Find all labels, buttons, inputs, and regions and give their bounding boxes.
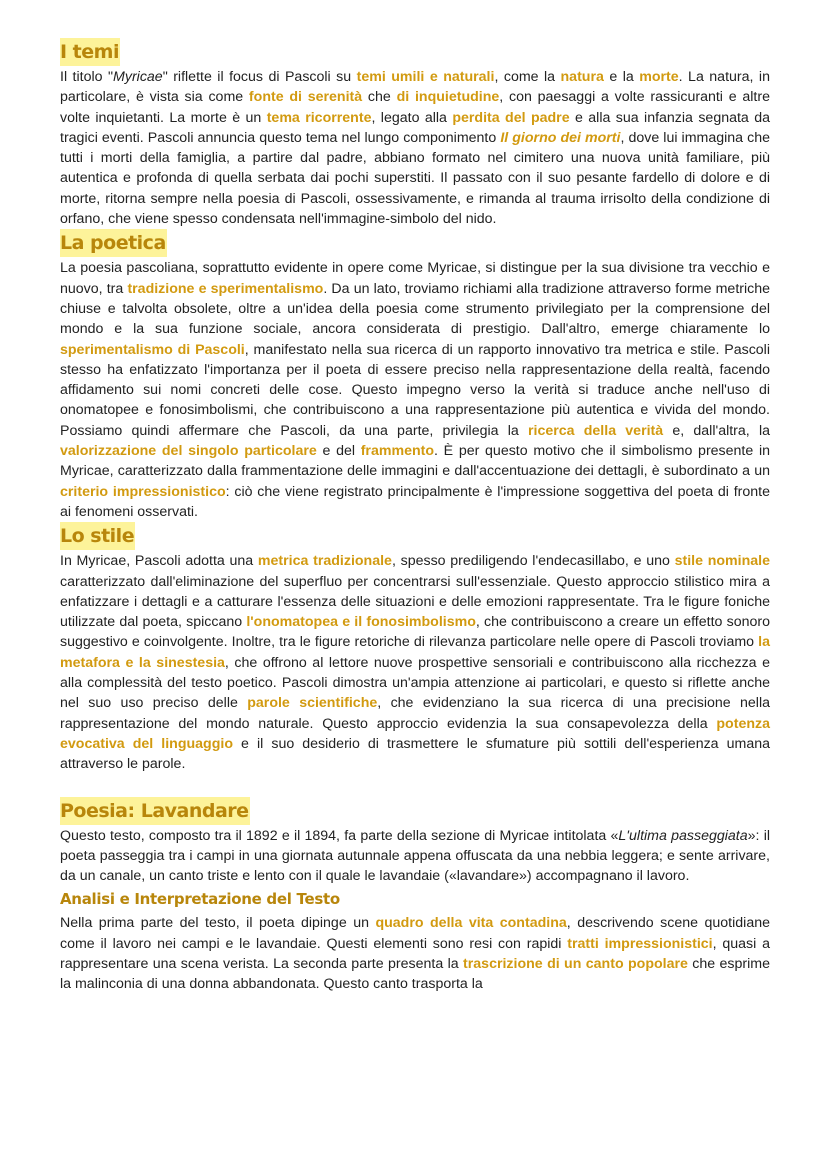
text-run: In Myricae, Pascoli adotta una (60, 553, 258, 570)
text-run: e, dall'altra, la (663, 422, 770, 439)
highlighted-term: trascrizione di un canto popolare (463, 955, 688, 972)
highlighted-term: fonte di serenità (248, 89, 363, 106)
section-heading-temi: I temi (60, 38, 120, 66)
highlighted-term: tratti impressionistici (567, 935, 713, 952)
text-run: , che contribuiscono a creare un effetto sonoro suggestivo e coinvolgente. Inoltre, tra le figure retoriche di rilevanza particolare nelle opere di Pascoli troviamo (60, 614, 770, 651)
text-run: , manifestato nella sua ricerca di un rapporto innovativo tra metrica e stile. Pascoli stesso ha enfatizzato l'importanza per il poeta di essere preciso nella rappresentazione della realtà, facendo affidamento sui nomi concreti delle cose. Questo impegno verso la verità si traduce anche nell'uso di onomatopee e fonosimbolismi, che contribuiscono a una rappresentazione più autentica e vivida del mondo. Possiamo quindi affermare che Pascoli, da una parte, privilegia la (60, 341, 770, 439)
text-run: Questo testo, composto tra il 1892 e il 1894, fa parte della sezione di Myricae intitolata « (60, 827, 619, 844)
text-run: che esprime la malinconia di una donna abbandonata. Questo canto trasporta la (60, 955, 771, 993)
text-run: , legato alla (371, 109, 453, 126)
highlighted-term: metrica tradizionale (257, 553, 392, 570)
text-run: che (362, 89, 397, 106)
text-run: . Da un lato, troviamo richiami alla tradizione attraverso forme metriche chiuse e talvolta obsolete, oltre a un'idea della poesia come strumento privilegiato per la comprensione del mondo e la sua funzione sociale, ancora considerata di prestigio. Dall'altro, emerge chiaramente lo (60, 280, 771, 338)
highlighted-term: l'onomatopea e il fonosimbolismo (246, 614, 476, 631)
highlighted-term: ricerca della verità (528, 422, 664, 439)
text-run: , quasi a rappresentare una scena verista. La seconda parte presenta la (60, 935, 771, 972)
section-heading-stile: Lo stile (60, 522, 135, 550)
highlighted-term: quadro della vita contadina (375, 915, 567, 932)
highlighted-term: tradizione e sperimentalismo (127, 280, 324, 297)
text-run: L'ultima passeggiata (618, 827, 748, 844)
text-run: , che offrono al lettore nuove prospettive sensoriali e contribuiscono alla ricchezza e alla complessità del testo poetico. Pascoli dimostra un'ampia attenzione ai particolari, e questo si riflette anche nel suo uso preciso delle (60, 654, 770, 712)
text-run: e la (603, 69, 640, 85)
highlighted-term: natura (560, 69, 604, 85)
section-heading-poetica: La poetica (60, 229, 167, 257)
text-run: , spesso prediligendo l'endecasillabo, e uno (391, 553, 675, 570)
text-run: : ciò che viene registrato principalmente è l'impressione soggettiva del poeta di fronte ai fenomeni osservati. (60, 483, 770, 520)
text-run: Nella prima parte del testo, il poeta dipinge un (60, 915, 376, 932)
text-run: , che evidenziano la sua ricerca di una precisione nella rappresentazione del mondo naturale. Questo approccio evidenzia la sua consapevolezza della (60, 695, 770, 732)
highlighted-term: perdita del padre (452, 109, 570, 126)
highlighted-term: temi umili e naturali (356, 69, 495, 85)
highlighted-term: potenza evocativa del linguaggio (60, 715, 770, 752)
highlighted-term: stile nominale (674, 553, 770, 570)
text-run: . È per questo motivo che il simbolismo presente in Myricae, caratterizzato dalla frammentazione delle immagini e dall'accentuazione dei dettagli, è subordinato a un (60, 443, 771, 480)
paragraph-lavandare (60, 826, 770, 887)
paragraph-analisi (60, 913, 770, 994)
text-run: e il suo desiderio di trasmettere le sfumature più sottili dell'esperienza umana attraverso le parole. (60, 735, 770, 773)
section-heading-lavandare: Poesia: Lavandare (60, 797, 250, 825)
text-run: . La natura, in particolare, è vista sia come (60, 69, 770, 106)
text-run: e alla sua infanzia segnata da tragici eventi. Pascoli annuncia questo tema nel lungo componimento (60, 109, 771, 146)
text-run: »: il poeta passeggia tra i campi in una giornata autunnale appena offuscata da una nebbia leggera; e sente arrivare, da un canale, un canto triste e lento con il quale le lavandaie («lavandare») accompagnano il lavoro. (60, 827, 771, 885)
highlighted-term: criterio impressionistico (60, 483, 226, 500)
text-run: , con paesaggi a volte rassicuranti e altre volte inquietanti. La morte è un (60, 89, 770, 126)
text-run: , descrivendo scene quotidiane come il lavoro nei campi e le lavandaie. Questi elementi sono resi con rapidi (60, 915, 770, 952)
text-run: caratterizzato dall'eliminazione del superfluo per concentrarsi sull'essenziale. Questo approccio stilistico mira a enfatizzare i dettagli e a catturare l'essenza delle situazioni e delle emozioni rappresentate. Tra le figure foniche utilizzate dal poeta, spiccano (60, 573, 770, 631)
highlighted-term: di inquietudine (396, 89, 500, 106)
paragraph-poetica (60, 258, 770, 522)
highlighted-term: valorizzazione del singolo particolare (60, 443, 317, 460)
text-run: Myricae (113, 69, 163, 85)
subheading-analisi: Analisi e Interpretazione del Testo (60, 890, 340, 909)
text-run: , dove lui immagina che tutti i morti della famiglia, a partire dal padre, abbiano formato nel cimitero una nuova unità familiare, più autentica e profonda di quella serbata dai pochi superstiti. Il passato con il suo pesante fardello di dolore e di morte, ritorna sempre nella poesia di Pascoli, ossessivamente, e rimanda al trauma irrisolto della condizione di orfano, che viene spesso condensata nell'immagine-simbolo del nido. (60, 129, 770, 228)
highlighted-term: Il giorno dei morti (500, 129, 621, 146)
highlighted-term: la metafora e la sinestesia (60, 634, 770, 671)
text-run: La poesia pascoliana, soprattutto evidente in opere come Myricae, si distingue per la sua divisione tra vecchio e nuovo, tra (60, 260, 770, 297)
paragraph-stile (60, 551, 770, 774)
text-run: e del (316, 443, 361, 460)
highlighted-term: frammento (360, 443, 435, 460)
paragraph-temi (60, 67, 770, 229)
highlighted-term: tema ricorrente (266, 109, 372, 126)
text-run: " riflette il focus di Pascoli su (162, 69, 357, 85)
highlighted-term: morte (639, 69, 679, 85)
text-run: Il titolo " (60, 69, 114, 85)
highlighted-term: sperimentalismo di Pascoli (60, 341, 245, 358)
text-run: , come la (494, 69, 561, 85)
highlighted-term: parole scientifiche (247, 695, 378, 712)
